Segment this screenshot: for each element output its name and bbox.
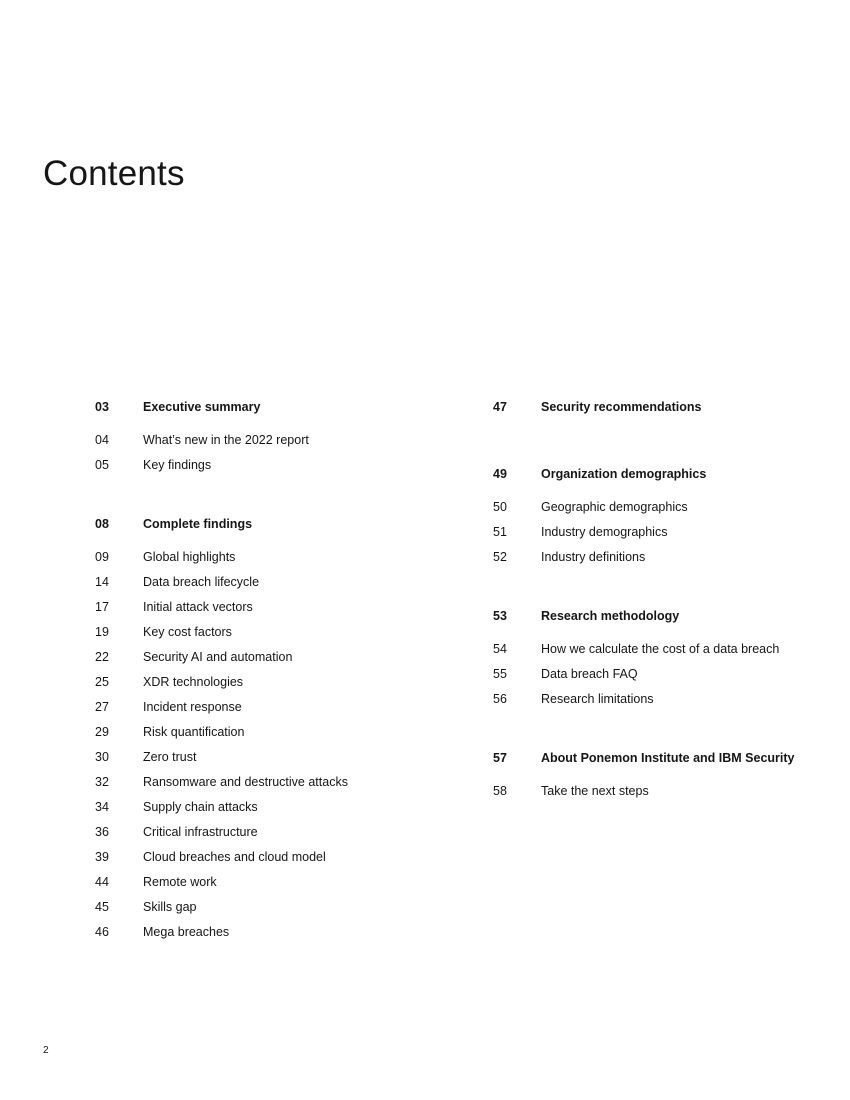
toc-item-label: Mega breaches — [143, 925, 230, 939]
toc-item[interactable] — [95, 453, 455, 478]
toc-item-number: 51 — [493, 525, 507, 539]
toc-item[interactable] — [95, 895, 455, 920]
toc-item-number: 34 — [95, 800, 109, 814]
toc-item[interactable] — [493, 545, 823, 570]
toc-section-label: Executive summary — [143, 400, 261, 414]
toc-section-about[interactable] — [493, 746, 823, 771]
page-number: 2 — [43, 1045, 49, 1056]
toc-item-label: Geographic demographics — [541, 500, 688, 514]
toc-item[interactable] — [95, 795, 455, 820]
toc-item-number: 19 — [95, 625, 109, 639]
toc-item[interactable] — [95, 745, 455, 770]
toc-item[interactable] — [493, 779, 823, 804]
toc-item-number: 14 — [95, 575, 109, 589]
toc-section-number: 57 — [493, 751, 507, 765]
toc-item-label: Data breach FAQ — [541, 667, 638, 681]
toc-item[interactable] — [95, 695, 455, 720]
toc-item[interactable] — [493, 687, 823, 712]
toc-item[interactable] — [95, 570, 455, 595]
toc-section-organization-demographics[interactable] — [493, 462, 823, 487]
toc-item-label: Initial attack vectors — [143, 600, 253, 614]
toc-item-number: 46 — [95, 925, 109, 939]
toc-item-label: Risk quantification — [143, 725, 245, 739]
toc-item-label: Key findings — [143, 458, 212, 472]
toc-item-number: 05 — [95, 458, 109, 472]
toc-item-label: Incident response — [143, 700, 242, 714]
toc-item[interactable] — [95, 670, 455, 695]
toc-item-label: Data breach lifecycle — [143, 575, 260, 589]
toc-item[interactable] — [95, 595, 455, 620]
toc-item-label: Critical infrastructure — [143, 825, 258, 839]
toc-section-complete-findings[interactable] — [95, 512, 455, 537]
toc-item-number: 39 — [95, 850, 109, 864]
toc-item-label: Global highlights — [143, 550, 236, 564]
toc-item-label: Supply chain attacks — [143, 800, 258, 814]
toc-section-label: Research methodology — [541, 609, 680, 623]
toc-item[interactable] — [95, 920, 455, 945]
toc-right-column — [493, 395, 823, 804]
toc-item-number: 17 — [95, 600, 109, 614]
toc-item[interactable] — [95, 720, 455, 745]
toc-item-number: 36 — [95, 825, 109, 839]
toc-item-number: 25 — [95, 675, 109, 689]
toc-item[interactable] — [493, 637, 823, 662]
toc-item-number: 09 — [95, 550, 109, 564]
toc-item-label: Industry definitions — [541, 550, 646, 564]
toc-section-label: About Ponemon Institute and IBM Security — [541, 751, 795, 765]
toc-item-number: 54 — [493, 642, 507, 656]
toc-item-number: 32 — [95, 775, 109, 789]
toc-item[interactable] — [95, 428, 455, 453]
toc-left-column — [95, 395, 455, 945]
toc-item-label: Research limitations — [541, 692, 654, 706]
toc-item[interactable] — [493, 495, 823, 520]
toc-item-number: 29 — [95, 725, 109, 739]
toc-section-research-methodology[interactable] — [493, 604, 823, 629]
toc-item-number: 56 — [493, 692, 507, 706]
toc-item-number: 55 — [493, 667, 507, 681]
toc-item-label: Key cost factors — [143, 625, 232, 639]
toc-item-number: 44 — [95, 875, 109, 889]
toc-item-number: 52 — [493, 550, 507, 564]
toc-item-label: Industry demographics — [541, 525, 668, 539]
toc-item[interactable] — [95, 870, 455, 895]
toc-item[interactable] — [95, 770, 455, 795]
toc-item[interactable] — [95, 645, 455, 670]
toc-item-number: 58 — [493, 784, 507, 798]
toc-item-label: XDR technologies — [143, 675, 244, 689]
toc-item[interactable] — [95, 545, 455, 570]
toc-item-label: Skills gap — [143, 900, 197, 914]
toc-item-number: 27 — [95, 700, 109, 714]
toc-item-label: Remote work — [143, 875, 217, 889]
toc-item-number: 22 — [95, 650, 109, 664]
toc-section-number: 03 — [95, 400, 109, 414]
toc-item-label: Cloud breaches and cloud model — [143, 850, 326, 864]
toc-item-number: 30 — [95, 750, 109, 764]
toc-section-security-recommendations[interactable] — [493, 395, 823, 420]
toc-item[interactable] — [493, 662, 823, 687]
page-title: Contents — [43, 154, 185, 193]
toc-item-label: Ransomware and destructive attacks — [143, 775, 348, 789]
toc-section-number: 08 — [95, 517, 109, 531]
toc-section-executive-summary[interactable] — [95, 395, 455, 420]
toc-item-label: How we calculate the cost of a data breach — [541, 642, 780, 656]
toc-item[interactable] — [95, 845, 455, 870]
toc-item-label: Security AI and automation — [143, 650, 293, 664]
toc-item-number: 45 — [95, 900, 109, 914]
toc-section-label: Security recommendations — [541, 400, 702, 414]
toc-item[interactable] — [95, 620, 455, 645]
toc-item-number: 50 — [493, 500, 507, 514]
toc-item-label: What’s new in the 2022 report — [143, 433, 309, 447]
toc-section-number: 47 — [493, 400, 507, 414]
toc-section-label: Complete findings — [143, 517, 253, 531]
toc-item-number: 04 — [95, 433, 109, 447]
toc-item[interactable] — [95, 820, 455, 845]
toc-item[interactable] — [493, 520, 823, 545]
toc-item-label: Take the next steps — [541, 784, 649, 798]
toc-section-label: Organization demographics — [541, 467, 707, 481]
toc-section-number: 53 — [493, 609, 507, 623]
toc-section-number: 49 — [493, 467, 507, 481]
toc-item-label: Zero trust — [143, 750, 197, 764]
